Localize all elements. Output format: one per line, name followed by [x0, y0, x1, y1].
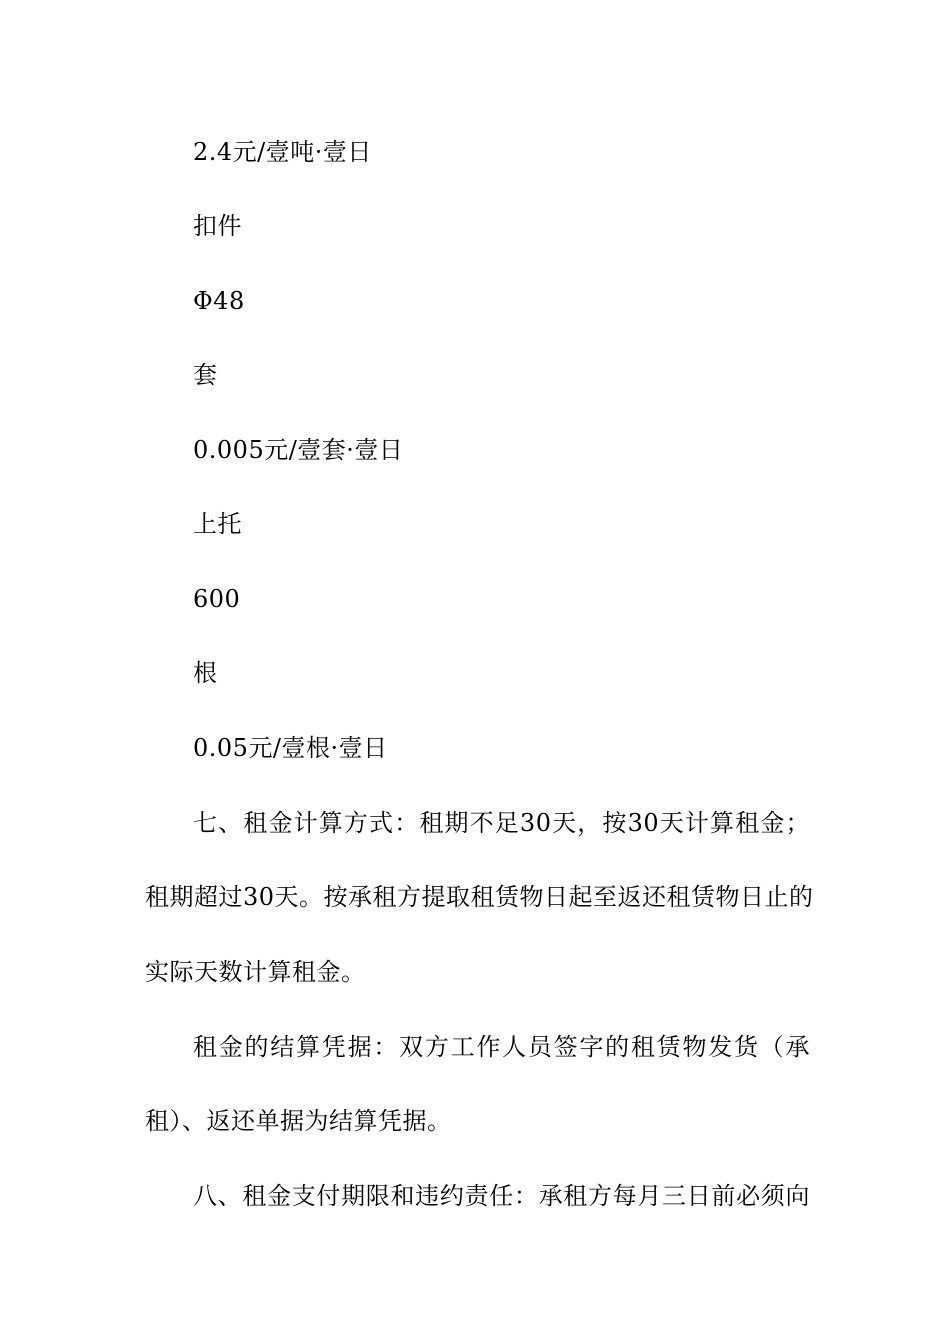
settlement-basis-paragraph-line-2: 租）、返还单据为结算凭据。: [145, 1107, 452, 1135]
clause-seven-paragraph-line-2: 租期超过30天。按承租方提取租赁物日起至返还租赁物日止的: [145, 883, 814, 911]
item-price-top-support: 0.05元/壹根·壹日: [193, 734, 388, 762]
item-spec-coupler: Φ48: [193, 287, 245, 315]
settlement-basis-paragraph-line-1: 租金的结算凭据：双方工作人员签字的租赁物发货（承: [193, 1033, 810, 1061]
item-price-coupler: 0.005元/壹套·壹日: [193, 436, 404, 464]
item-unit-coupler: 套: [193, 361, 218, 389]
item-name-top-support: 上托: [193, 510, 242, 538]
clause-seven-paragraph-line-1: 七、租金计算方式：租期不足30天，按30天计算租金；: [193, 809, 810, 837]
item-name-coupler: 扣件: [193, 212, 242, 240]
clause-seven-paragraph-line-3: 实际天数计算租金。: [145, 958, 366, 986]
clause-eight-paragraph-line-1: 八、租金支付期限和违约责任：承租方每月三日前必须向: [193, 1182, 810, 1210]
item-price-steel-tube: 2.4元/壹吨·壹日: [193, 138, 372, 166]
item-unit-top-support: 根: [193, 659, 218, 687]
item-spec-top-support: 600: [193, 585, 241, 613]
